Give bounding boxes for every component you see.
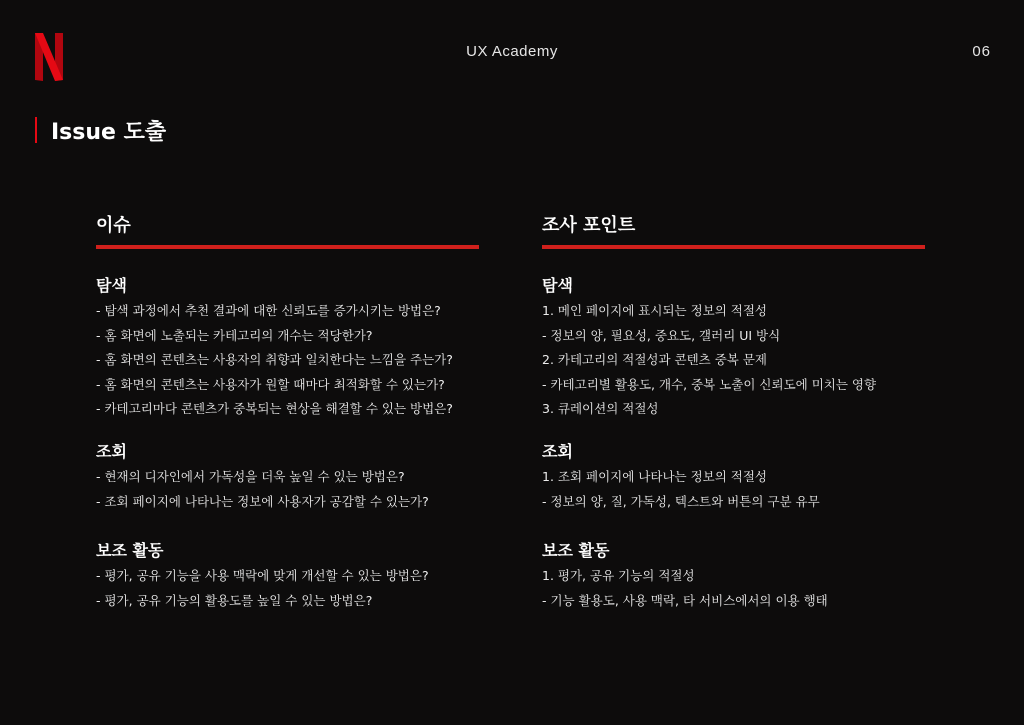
list-item: - 평가, 공유 기능을 사용 맥락에 맞게 개선할 수 있는 방법은? bbox=[96, 568, 429, 583]
group-title: 보조 활동 bbox=[542, 541, 610, 560]
list-item: - 기능 활용도, 사용 맥락, 타 서비스에서의 이용 행태 bbox=[542, 592, 828, 608]
header-title: UX Academy bbox=[466, 43, 558, 60]
issue-group-view bbox=[96, 440, 429, 514]
list-item: - 현재의 디자인에서 가독성을 더욱 높일 수 있는 방법은? bbox=[96, 469, 405, 484]
list-item: - 평가, 공유 기능의 활용도를 높일 수 있는 방법은? bbox=[96, 592, 373, 608]
research-group-search bbox=[542, 274, 876, 422]
list-item: - 홈 화면의 콘텐츠는 사용자의 취향과 일치한다는 느낌을 주는가? bbox=[96, 352, 453, 367]
column-heading: 이슈 bbox=[96, 215, 131, 236]
group-title: 보조 활동 bbox=[96, 541, 164, 560]
column-rule bbox=[96, 245, 479, 249]
list-item: - 카테고리마다 콘텐츠가 중복되는 현상을 해결할 수 있는 방법은? bbox=[96, 401, 453, 416]
column-heading: 조사 포인트 bbox=[542, 215, 636, 236]
list-item: 1. 메인 페이지에 표시되는 정보의 적절성 bbox=[542, 303, 767, 318]
group-title: 탐색 bbox=[542, 276, 573, 295]
issue-group-support bbox=[96, 539, 429, 613]
list-item: 2. 카테고리의 적절성과 콘텐츠 중복 문제 bbox=[542, 352, 767, 367]
issue-group-search bbox=[96, 274, 453, 422]
page-number: 06 bbox=[972, 43, 991, 60]
list-item: - 카테고리별 활용도, 개수, 중복 노출이 신뢰도에 미치는 영향 bbox=[542, 376, 877, 392]
list-item: - 홈 화면의 콘텐츠는 사용자가 원할 때마다 최적화할 수 있는가? bbox=[96, 376, 445, 392]
issues-column bbox=[96, 214, 481, 608]
group-title: 탐색 bbox=[96, 276, 127, 295]
list-item: - 정보의 양, 질, 가독성, 텍스트와 버튼의 구분 유무 bbox=[542, 493, 820, 509]
research-points-column bbox=[542, 214, 927, 608]
section-title: Issue 도출 bbox=[51, 120, 167, 145]
list-item: 1. 평가, 공유 기능의 적절성 bbox=[542, 568, 695, 583]
group-title: 조회 bbox=[96, 442, 127, 461]
section-accent-bar bbox=[35, 117, 37, 143]
group-title: 조회 bbox=[542, 442, 573, 461]
list-item: 1. 조회 페이지에 나타나는 정보의 적절성 bbox=[542, 469, 767, 484]
research-group-support bbox=[542, 539, 828, 613]
list-item: - 홈 화면에 노출되는 카테고리의 개수는 적당한가? bbox=[96, 327, 373, 343]
list-item: 3. 큐레이션의 적절성 bbox=[542, 401, 659, 416]
list-item: - 정보의 양, 필요성, 중요도, 갤러리 UI 방식 bbox=[542, 327, 781, 343]
list-item: - 탐색 과정에서 추천 결과에 대한 신뢰도를 증가시키는 방법은? bbox=[96, 303, 441, 318]
column-rule bbox=[542, 245, 925, 249]
research-group-view bbox=[542, 440, 820, 514]
list-item: - 조회 페이지에 나타나는 정보에 사용자가 공감할 수 있는가? bbox=[96, 493, 429, 509]
